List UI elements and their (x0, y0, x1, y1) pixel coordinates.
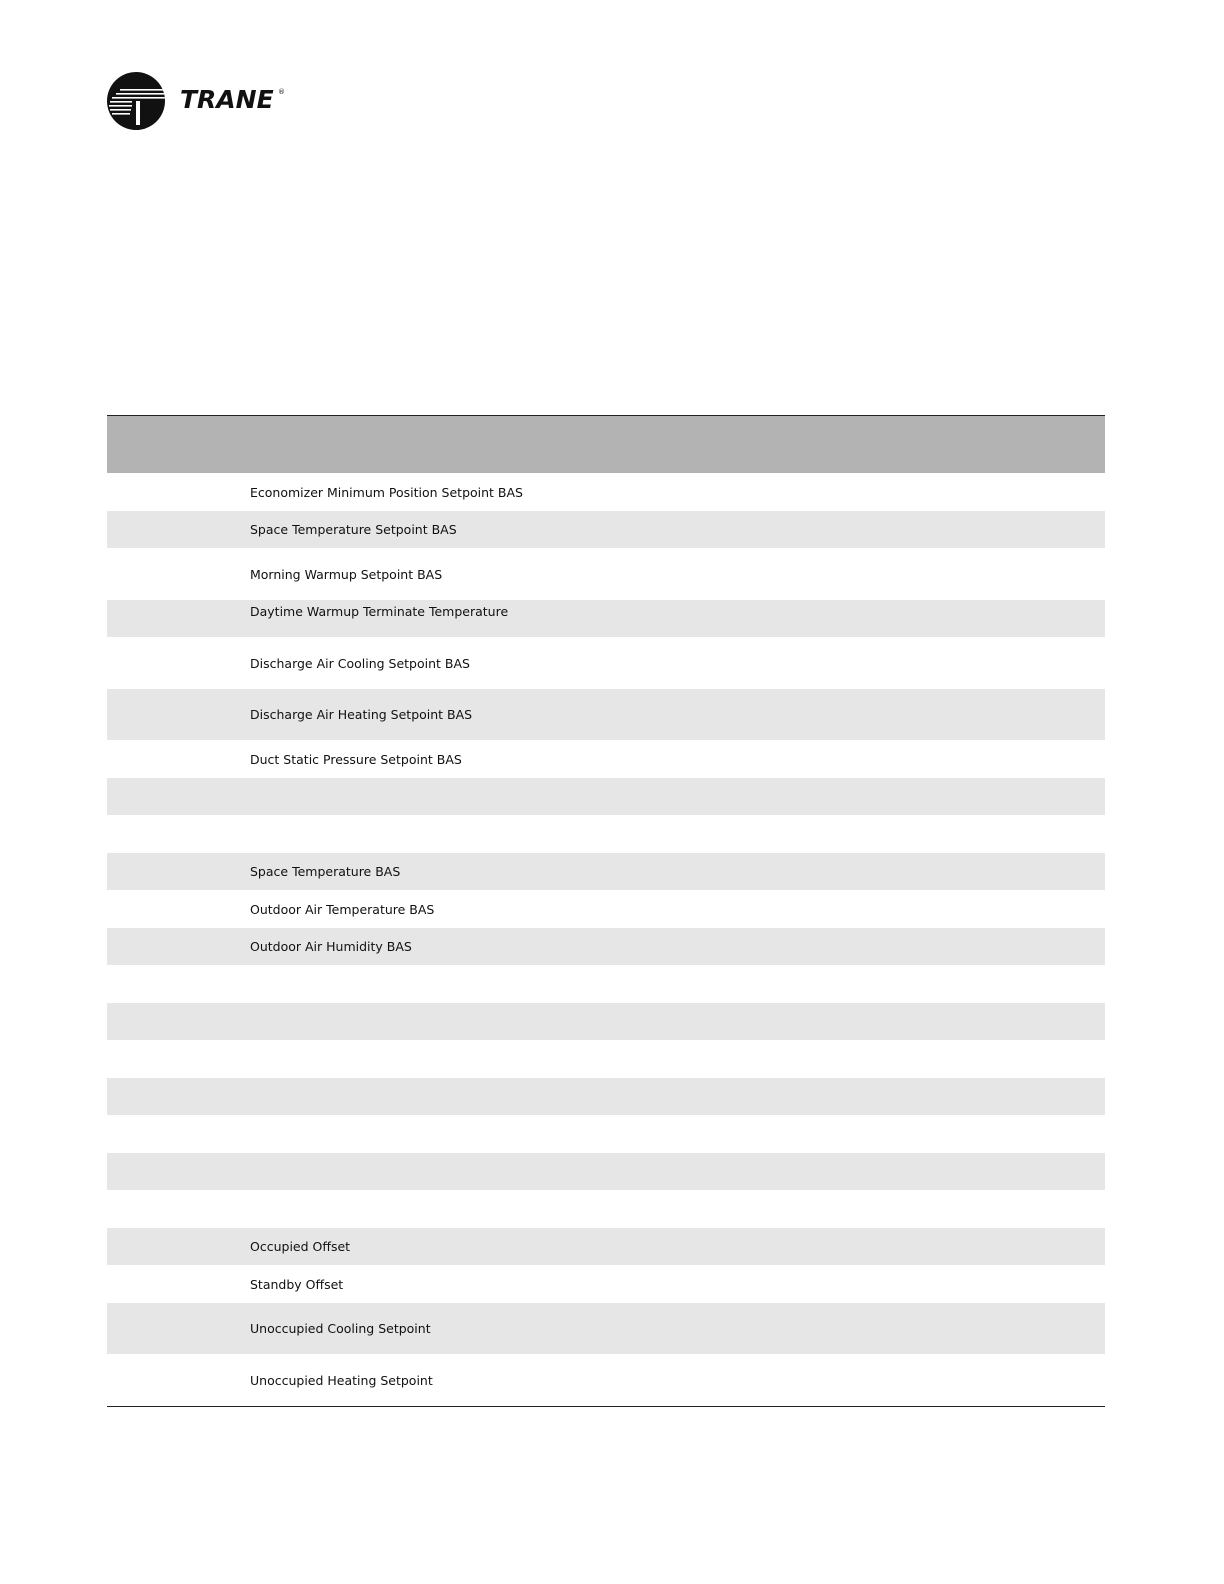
table-row (107, 1265, 1105, 1303)
table-row (107, 778, 1105, 815)
table-row (107, 511, 1105, 548)
row-label: Outdoor Air Temperature BAS (250, 901, 435, 917)
row-label: Space Temperature BAS (250, 864, 401, 879)
table-header (107, 416, 1105, 473)
table-row (107, 1040, 1105, 1078)
table-row (107, 1303, 1105, 1354)
table-row (107, 600, 1105, 637)
trane-logo (106, 70, 296, 132)
table-row (107, 853, 1105, 890)
row-label: Discharge Air Cooling Setpoint BAS (250, 655, 470, 671)
table-row (107, 1190, 1105, 1228)
registered-mark: ® (278, 88, 285, 96)
table-row (107, 1153, 1105, 1190)
row-label: Space Temperature Setpoint BAS (250, 522, 457, 537)
trane-disc-icon (106, 70, 168, 132)
table-row (107, 548, 1105, 600)
table-row (107, 740, 1105, 778)
row-label: Daytime Warmup Terminate Temperature (250, 604, 509, 619)
table-row (107, 928, 1105, 965)
table-row (107, 1354, 1105, 1406)
row-label: Economizer Minimum Position Setpoint BAS (250, 484, 523, 500)
row-label: Occupied Offset (250, 1239, 351, 1254)
table-row (107, 890, 1105, 928)
table-row (107, 689, 1105, 740)
row-label: Duct Static Pressure Setpoint BAS (250, 751, 462, 767)
brand-name: TRANE (180, 85, 274, 114)
table-row (107, 1078, 1105, 1115)
row-label: Morning Warmup Setpoint BAS (250, 566, 443, 582)
table-row (107, 637, 1105, 689)
table-row (107, 965, 1105, 1003)
row-label: Discharge Air Heating Setpoint BAS (250, 707, 473, 722)
row-label: Unoccupied Cooling Setpoint (250, 1321, 431, 1336)
table-row (107, 815, 1105, 853)
parameter-table (107, 415, 1105, 1407)
row-label: Standby Offset (250, 1276, 344, 1292)
table-row (107, 1228, 1105, 1265)
table-row (107, 1115, 1105, 1153)
row-label: Unoccupied Heating Setpoint (250, 1372, 433, 1388)
table-row (107, 473, 1105, 511)
table-body (107, 473, 1105, 1406)
row-label: Outdoor Air Humidity BAS (250, 939, 412, 954)
table-row (107, 1003, 1105, 1040)
